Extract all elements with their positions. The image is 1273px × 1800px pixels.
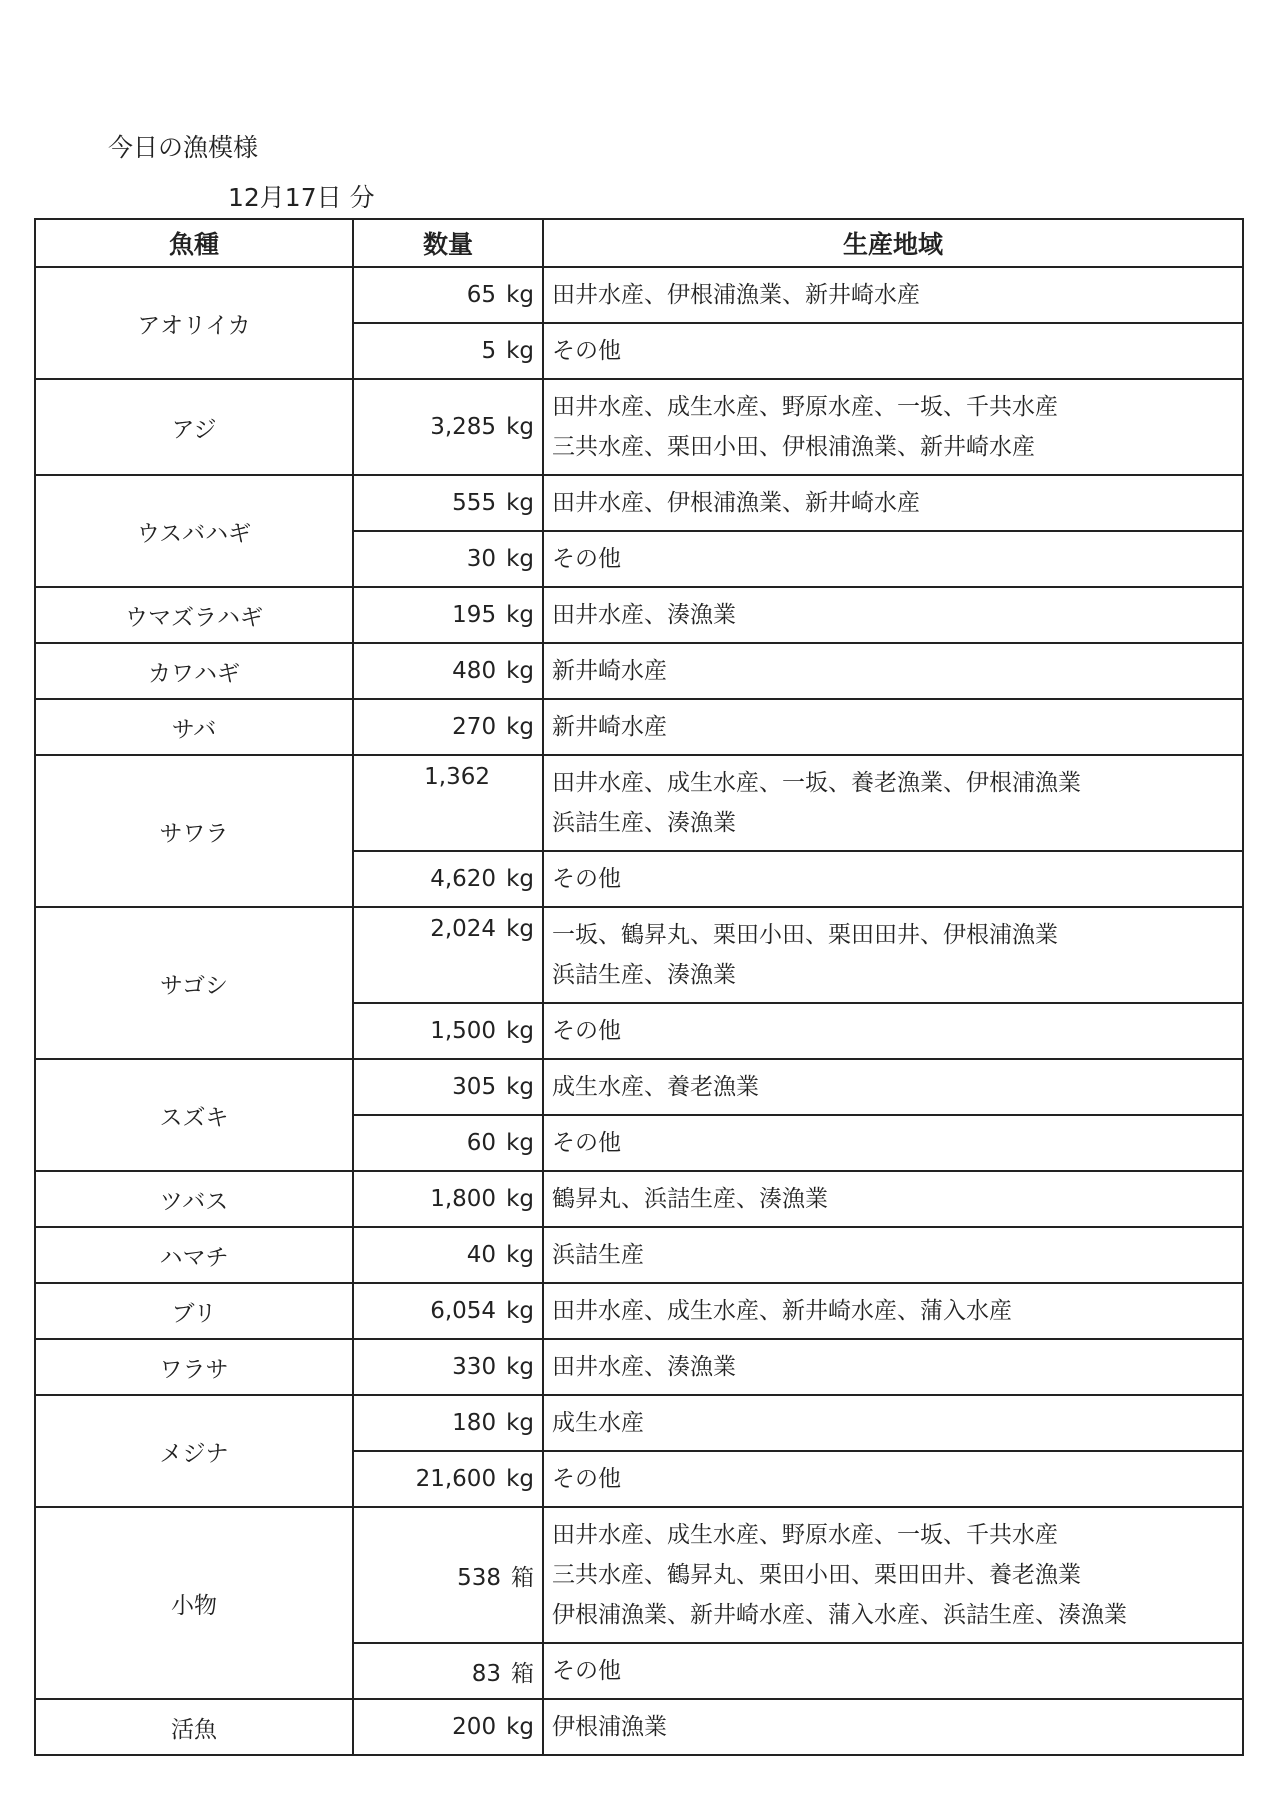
table-row: [35, 755, 1243, 851]
quantity-cell: [353, 1227, 543, 1283]
producers-cell: [543, 907, 1243, 1003]
quantity-cell: [353, 907, 543, 1003]
quantity-cell: [353, 755, 543, 851]
quantity-value: 195: [452, 602, 497, 628]
quantity-unit: kg: [506, 714, 534, 740]
producer-line: 鶴昇丸、浜詰生産、湊漁業: [552, 1186, 828, 1212]
producers-cell: [543, 1115, 1243, 1171]
quantity-unit: kg: [506, 602, 534, 628]
table-row: [35, 1171, 1243, 1227]
report-date: 12月17日 分: [228, 183, 375, 212]
producer-line: 三共水産、栗田小田、伊根浦漁業、新井崎水産: [552, 434, 1035, 460]
table-row: [35, 1339, 1243, 1395]
quantity-value: 1,362: [424, 764, 490, 790]
producers-cell: [543, 1283, 1243, 1339]
producer-line: 田井水産、伊根浦漁業、新井崎水産: [552, 490, 920, 516]
quantity-cell: [353, 1699, 543, 1755]
fish-name: アオリイカ: [35, 267, 353, 379]
quantity-value: 305: [452, 1074, 497, 1100]
producers-cell: [543, 587, 1243, 643]
producer-line: その他: [552, 1130, 621, 1156]
quantity-unit: kg: [506, 338, 534, 364]
quantity-unit: kg: [506, 1714, 534, 1740]
producer-line: 浜詰生産: [552, 1242, 644, 1268]
quantity-unit: kg: [506, 1242, 534, 1268]
producer-line: その他: [552, 1466, 621, 1492]
producer-line: その他: [552, 1658, 621, 1684]
producers-cell: [543, 1339, 1243, 1395]
producers-cell: [543, 1227, 1243, 1283]
quantity-unit: kg: [506, 916, 534, 942]
quantity-unit: kg: [506, 1410, 534, 1436]
quantity-cell: [353, 1059, 543, 1115]
quantity-value: 21,600: [415, 1466, 497, 1492]
quantity-cell: [353, 1115, 543, 1171]
fish-name: ハマチ: [35, 1227, 353, 1283]
quantity-value: 180: [452, 1410, 497, 1436]
fish-name: 小物: [35, 1507, 353, 1699]
quantity-value: 60: [466, 1130, 497, 1156]
table-row: [35, 475, 1243, 531]
producer-line: 田井水産、湊漁業: [552, 1354, 736, 1380]
producers-cell: [543, 1059, 1243, 1115]
producers-cell: [543, 1171, 1243, 1227]
quantity-value: 200: [452, 1714, 497, 1740]
quantity-value: 3,285: [430, 414, 497, 440]
producer-line: その他: [552, 866, 621, 892]
quantity-cell: [353, 1507, 543, 1643]
quantity-value: 5: [481, 338, 497, 364]
producers-cell: [543, 379, 1243, 475]
fish-name: スズキ: [35, 1059, 353, 1171]
quantity-value: 40: [466, 1242, 497, 1268]
fish-name: サバ: [35, 699, 353, 755]
producers-cell: [543, 1395, 1243, 1451]
producer-line: その他: [552, 546, 621, 572]
quantity-value: 480: [452, 658, 497, 684]
producers-cell: [543, 851, 1243, 907]
quantity-cell: [353, 323, 543, 379]
producers-cell: [543, 1643, 1243, 1699]
quantity-value: 83: [471, 1660, 501, 1687]
producer-line: 田井水産、成生水産、野原水産、一坂、千共水産: [552, 1522, 1058, 1548]
table-row: [35, 1699, 1243, 1755]
quantity-unit: kg: [506, 1018, 534, 1044]
table-row: [35, 1059, 1243, 1115]
table-row: [35, 1395, 1243, 1451]
producer-line: その他: [552, 1018, 621, 1044]
quantity-unit: kg: [506, 1074, 534, 1100]
quantity-cell: [353, 1643, 543, 1699]
table-row: [35, 587, 1243, 643]
producer-line: 伊根浦漁業: [552, 1714, 667, 1740]
producer-line: 一坂、鶴昇丸、栗田小田、栗田田井、伊根浦漁業: [552, 922, 1058, 948]
producers-cell: [543, 755, 1243, 851]
table-row: [35, 1227, 1243, 1283]
producer-line: 田井水産、伊根浦漁業、新井崎水産: [552, 282, 920, 308]
producer-line: 成生水産、養老漁業: [552, 1074, 759, 1100]
quantity-cell: [353, 1339, 543, 1395]
quantity-cell: [353, 475, 543, 531]
table-row: [35, 379, 1243, 475]
producer-line: 田井水産、成生水産、野原水産、一坂、千共水産: [552, 394, 1058, 420]
quantity-cell: [353, 1283, 543, 1339]
producers-cell: [543, 531, 1243, 587]
quantity-cell: [353, 1171, 543, 1227]
fish-name: カワハギ: [35, 643, 353, 699]
producers-cell: [543, 1451, 1243, 1507]
fish-name: 活魚: [35, 1699, 353, 1755]
producer-line: 伊根浦漁業、新井崎水産、蒲入水産、浜詰生産、湊漁業: [552, 1602, 1127, 1628]
quantity-unit: 箱: [511, 1564, 534, 1591]
quantity-value: 555: [452, 490, 497, 516]
quantity-cell: [353, 1451, 543, 1507]
fish-name: ウスバハギ: [35, 475, 353, 587]
quantity-cell: [353, 267, 543, 323]
producer-line: 田井水産、成生水産、新井崎水産、蒲入水産: [552, 1298, 1012, 1324]
producer-line: 浜詰生産、湊漁業: [552, 810, 736, 836]
producer-line: 田井水産、湊漁業: [552, 602, 736, 628]
producers-cell: [543, 267, 1243, 323]
table-row: [35, 1283, 1243, 1339]
quantity-unit: kg: [506, 866, 534, 892]
producer-line: 浜詰生産、湊漁業: [552, 962, 736, 988]
quantity-unit: kg: [506, 1130, 534, 1156]
quantity-cell: [353, 379, 543, 475]
quantity-cell: [353, 699, 543, 755]
quantity-cell: [353, 1003, 543, 1059]
quantity-unit: kg: [506, 1298, 534, 1324]
table-row: [35, 267, 1243, 323]
producer-line: 成生水産: [552, 1410, 644, 1436]
table-row: [35, 643, 1243, 699]
quantity-unit: kg: [506, 1466, 534, 1492]
header-producers: 生産地域: [543, 219, 1243, 267]
quantity-value: 30: [466, 546, 497, 572]
quantity-unit: kg: [506, 658, 534, 684]
quantity-value: 1,800: [430, 1186, 497, 1212]
quantity-value: 4,620: [430, 866, 497, 892]
quantity-value: 270: [452, 714, 497, 740]
producers-cell: [543, 699, 1243, 755]
producer-line: 新井崎水産: [552, 658, 667, 684]
producers-cell: [543, 475, 1243, 531]
header-quantity: 数量: [353, 219, 543, 267]
table-body: [35, 267, 1243, 1755]
fish-name: ワラサ: [35, 1339, 353, 1395]
fish-name: メジナ: [35, 1395, 353, 1507]
producer-line: 田井水産、成生水産、一坂、養老漁業、伊根浦漁業: [552, 770, 1081, 796]
quantity-value: 65: [466, 282, 497, 308]
table-header-row: [35, 219, 1243, 267]
producer-line: 三共水産、鶴昇丸、栗田小田、栗田田井、養老漁業: [552, 1562, 1081, 1588]
fish-name: ウマズラハギ: [35, 587, 353, 643]
quantity-unit: kg: [506, 1186, 534, 1212]
producers-cell: [543, 323, 1243, 379]
quantity-unit: kg: [506, 414, 534, 440]
quantity-unit: kg: [506, 1354, 534, 1380]
producers-cell: [543, 1699, 1243, 1755]
fish-name: ツバス: [35, 1171, 353, 1227]
quantity-cell: [353, 1395, 543, 1451]
quantity-cell: [353, 643, 543, 699]
quantity-cell: [353, 587, 543, 643]
quantity-unit: kg: [506, 282, 534, 308]
table-row: [35, 699, 1243, 755]
fish-name: ブリ: [35, 1283, 353, 1339]
catch-table: [34, 218, 1244, 1756]
page-title: 今日の漁模様: [108, 133, 259, 162]
header-fish: 魚種: [35, 219, 353, 267]
quantity-value: 6,054: [430, 1298, 497, 1324]
fish-name: サワラ: [35, 755, 353, 907]
quantity-value: 1,500: [430, 1018, 497, 1044]
quantity-cell: [353, 531, 543, 587]
quantity-unit: 箱: [511, 1660, 534, 1687]
table-row: [35, 907, 1243, 1003]
table-row: [35, 1507, 1243, 1643]
quantity-cell: [353, 851, 543, 907]
fish-name: アジ: [35, 379, 353, 475]
producer-line: その他: [552, 338, 621, 364]
quantity-value: 538: [457, 1564, 501, 1591]
producers-cell: [543, 1003, 1243, 1059]
quantity-unit: kg: [506, 490, 534, 516]
quantity-unit: kg: [506, 546, 534, 572]
producers-cell: [543, 1507, 1243, 1643]
producers-cell: [543, 643, 1243, 699]
quantity-value: 330: [452, 1354, 497, 1380]
quantity-value: 2,024: [430, 916, 497, 942]
fish-name: サゴシ: [35, 907, 353, 1059]
producer-line: 新井崎水産: [552, 714, 667, 740]
